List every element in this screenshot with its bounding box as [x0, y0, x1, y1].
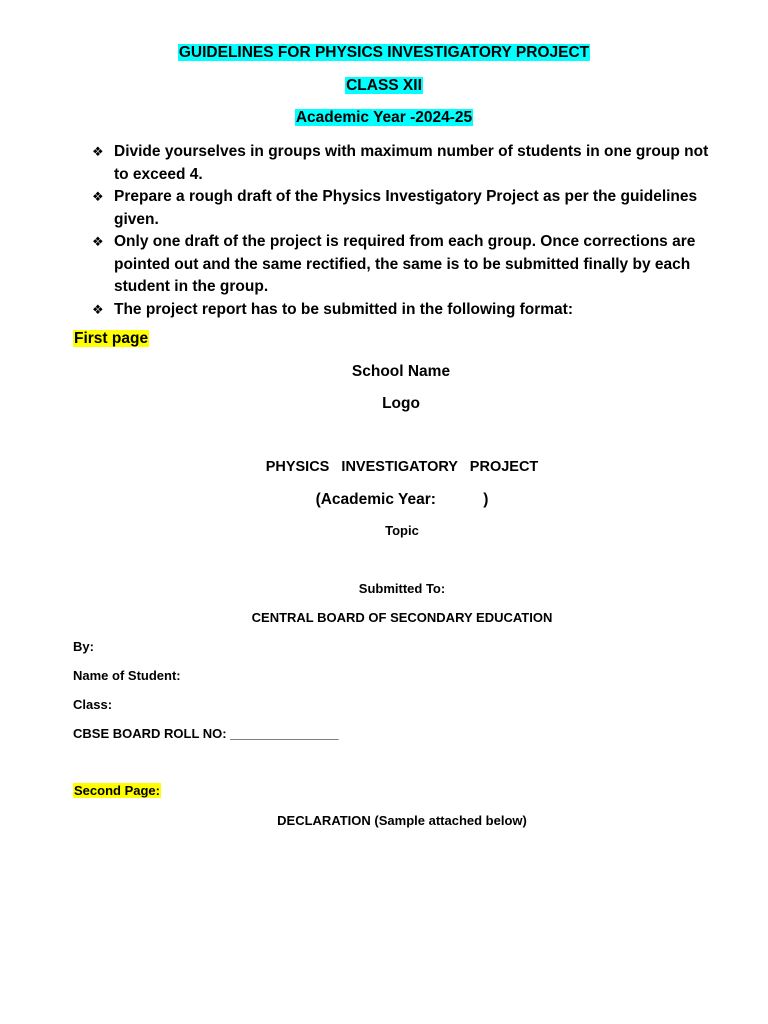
board-name: CENTRAL BOARD OF SECONDARY EDUCATION — [251, 610, 553, 625]
declaration-label: DECLARATION (Sample attached below) — [277, 813, 527, 828]
diamond-bullet-icon: ❖ — [92, 234, 104, 249]
guidelines-list — [92, 141, 732, 321]
roll-number-label: CBSE BOARD ROLL NO: _______________ — [73, 726, 339, 741]
project-title: PHYSICS INVESTIGATORY PROJECT — [265, 459, 539, 475]
academic-year-heading — [0, 109, 768, 127]
guideline-line: The project report has to be submitted in the following format: — [114, 300, 573, 318]
guideline-line: to exceed 4. — [114, 165, 203, 183]
guideline-item — [92, 186, 732, 231]
guideline-line: pointed out and the same rectified, the same is to be submitted finally by each — [114, 255, 691, 273]
document-title — [0, 44, 768, 62]
guideline-line: given. — [114, 210, 159, 228]
class-heading-text: CLASS XII — [346, 77, 422, 94]
guideline-item — [92, 141, 732, 186]
document-title-text: GUIDELINES FOR PHYSICS INVESTIGATORY PROJECT — [178, 44, 590, 61]
name-of-student-label: Name of Student: — [73, 668, 181, 683]
logo-placeholder: Logo — [382, 395, 420, 412]
submitted-to-label: Submitted To: — [358, 581, 446, 596]
class-label: Class: — [73, 697, 113, 712]
project-academic-year: (Academic Year: ) — [315, 491, 489, 508]
guideline-line: student in the group. — [114, 278, 269, 295]
by-label: By: — [73, 639, 94, 654]
topic-label: Topic — [385, 523, 419, 538]
diamond-bullet-icon: ❖ — [92, 144, 104, 159]
guideline-line: Prepare a rough draft of the Physics Investigatory Project as per the guidelines — [114, 188, 698, 205]
guideline-item — [92, 299, 732, 322]
academic-year-heading-text: Academic Year -2024-25 — [295, 109, 473, 126]
guideline-line: Divide yourselves in groups with maximum number of students in one group not — [114, 143, 709, 160]
diamond-bullet-icon: ❖ — [92, 301, 104, 317]
first-page-heading — [73, 330, 149, 348]
first-page-heading-text: First page — [74, 330, 149, 347]
diamond-bullet-icon: ❖ — [92, 189, 104, 204]
second-page-heading — [73, 783, 161, 798]
guideline-item — [92, 231, 732, 299]
class-heading — [0, 77, 768, 95]
second-page-heading-text: Second Page: — [74, 783, 160, 798]
school-name: School Name — [351, 363, 451, 380]
guideline-line: Only one draft of the project is required from each group. Once corrections are — [114, 233, 696, 250]
